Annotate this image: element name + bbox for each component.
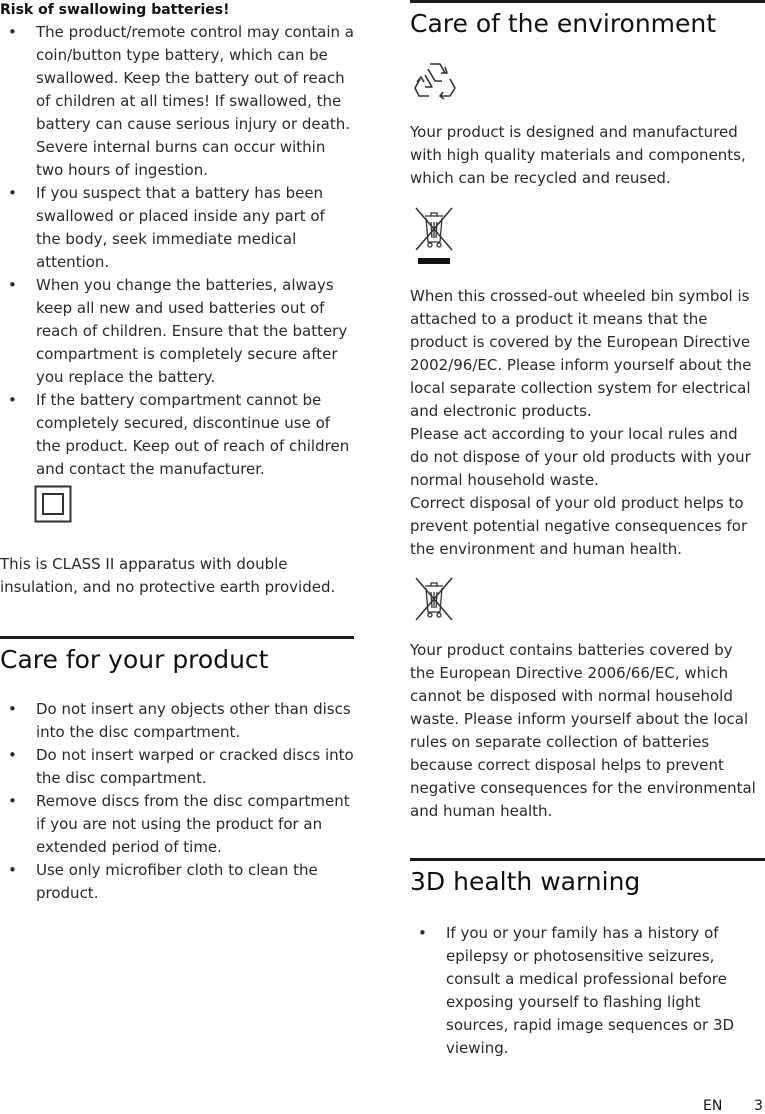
footer-language: EN <box>703 1098 723 1114</box>
list-item: • Use only microfiber cloth to clean the product. <box>0 859 354 905</box>
care-product-heading: Care for your product <box>0 645 269 674</box>
list-item: • The product/remote control may contain a coin/button type battery, which can be swallowed. Keep the battery out of reach of children at all times! If swallowed, the battery can cause serious injury or death. Severe internal burns can occur within two hours of ingestion. <box>0 21 354 182</box>
section-divider <box>0 636 354 639</box>
list-item: • If the battery compartment cannot be completely secured, discontinue use of the product. Keep out of reach of children and contact the manufacturer. <box>0 389 354 481</box>
care-bullet-list <box>0 698 354 905</box>
recycle-icon <box>412 57 458 103</box>
class-ii-text: This is CLASS II apparatus with double insulation, and no protective earth provided. <box>0 555 336 596</box>
list-item: • Do not insert warped or cracked discs into the disc compartment. <box>0 744 354 790</box>
list-item: • Do not insert any objects other than discs into the disc compartment. <box>0 698 354 744</box>
env-paragraph: Your product contains batteries covered by the European Directive 2006/66/EC, which cannot be disposed with normal household waste. Please inform yourself about the local rules on separate collection of batteries because correct disposal helps to prevent negative consequences for the environmental and human health. <box>410 641 756 820</box>
section-divider <box>410 0 765 3</box>
class-ii-double-square-icon <box>34 485 72 523</box>
list-item: • Remove discs from the disc compartment if you are not using the product for an extended period of time. <box>0 790 354 859</box>
env-paragraph: Correct disposal of your old product helps to prevent potential negative consequences for the environment and human health. <box>410 494 748 558</box>
page-number: 3 <box>754 1098 763 1114</box>
health-warning-heading: 3D health warning <box>410 867 641 896</box>
section-divider <box>410 858 765 861</box>
list-item: • If you or your family has a history of epilepsy or photosensitive seizures, consult a medical professional before exposing yourself to flashing light sources, rapid image sequences or 3D viewing. <box>410 922 765 1060</box>
risk-bullet-list <box>0 21 354 481</box>
crossed-out-wheeled-bin-icon <box>414 206 454 266</box>
health-bullet-list <box>410 922 765 1060</box>
list-item: • If you suspect that a battery has been swallowed or placed inside any part of the body, seek immediate medical attention. <box>0 182 354 274</box>
care-environment-heading: Care of the environment <box>410 9 717 38</box>
list-item: • When you change the batteries, always keep all new and used batteries out of reach of children. Ensure that the battery compartment is completely secure after you replace the battery. <box>0 274 354 389</box>
crossed-out-wheeled-bin-icon <box>414 576 454 622</box>
env-paragraph: Your product is designed and manufactured with high quality materials and components, which can be recycled and reused. <box>410 123 746 187</box>
env-paragraph: When this crossed-out wheeled bin symbol is attached to a product it means that the product is covered by the European Directive 2002/96/EC. Please inform yourself about the local separate collection system for electrical and electronic products. <box>410 287 752 420</box>
env-paragraph: Please act according to your local rules and do not dispose of your old products with your normal household waste. <box>410 425 751 489</box>
risk-heading: Risk of swallowing batteries! <box>0 2 230 18</box>
